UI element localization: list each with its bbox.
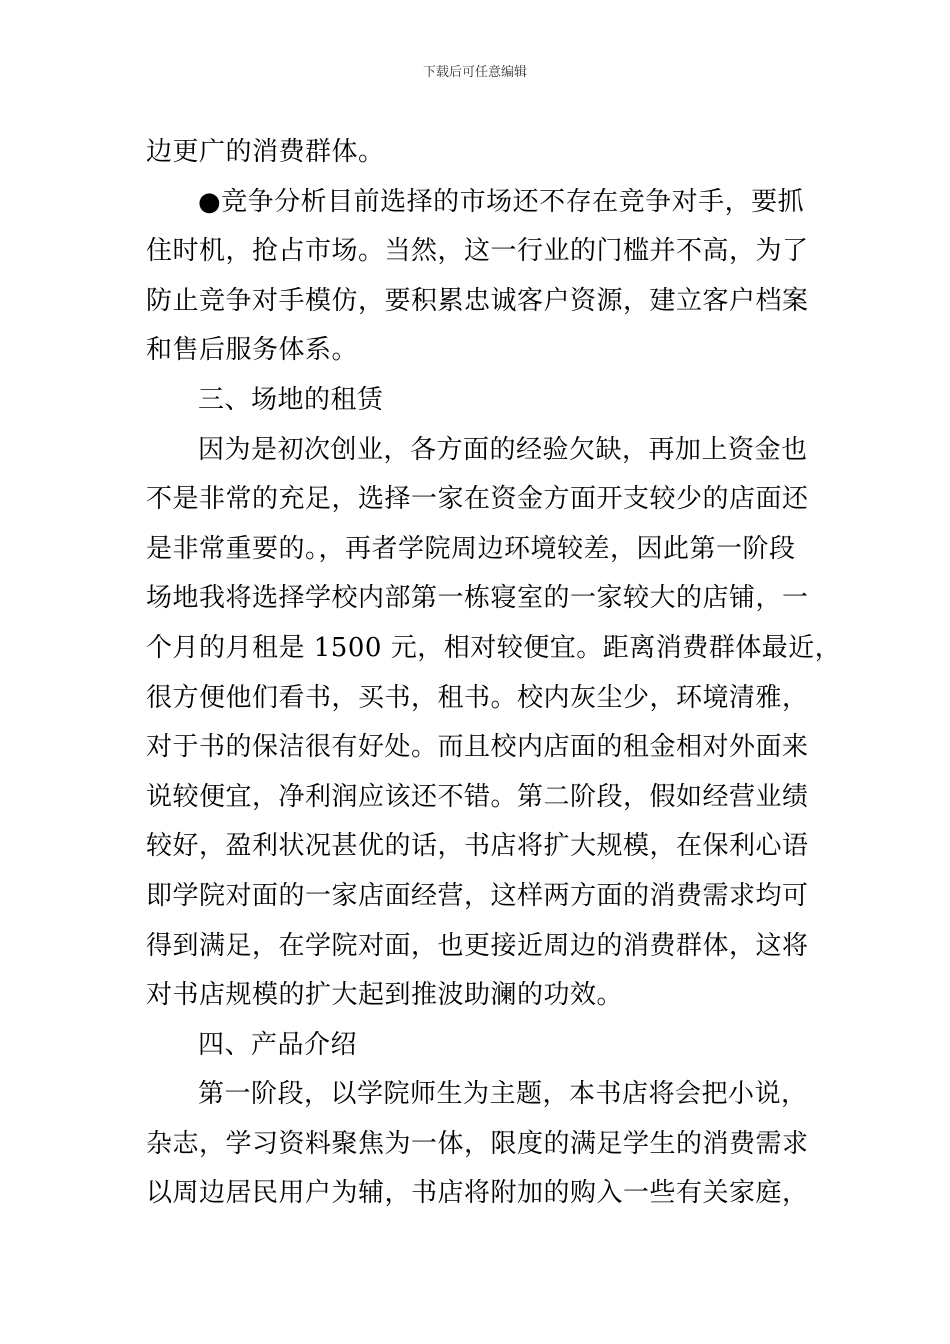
- text-line: 较好，盈利状况甚优的话，书店将扩大规模，在保利心语: [146, 831, 809, 862]
- section-heading: 四、产品介绍: [198, 1029, 358, 1060]
- text-line: 对于书的保洁很有好处。而且校内店面的租金相对外面来: [146, 732, 809, 763]
- text-line: 不是非常的充足，选择一家在资金方面开支较少的店面还: [146, 484, 809, 515]
- text-line: 杂志，学习资料聚焦为一体，限度的满足学生的消费需求: [146, 1128, 809, 1159]
- text-line: 住时机，抢占市场。当然，这一行业的门槛并不高，为了: [146, 236, 809, 267]
- text-line: 场地我将选择学校内部第一栋寝室的一家较大的店铺，一: [146, 583, 809, 614]
- body-text: [146, 128, 842, 1219]
- text-line: 得到满足，在学院对面，也更接近周边的消费群体，这将: [146, 930, 809, 961]
- text-line: 很方便他们看书，买书，租书。校内灰尘少，环境清雅，: [146, 682, 809, 713]
- text-line: 边更广的消费群体。: [146, 137, 385, 167]
- section-heading: 三、场地的租赁: [198, 384, 384, 415]
- text-line: 因为是初次创业，各方面的经验欠缺，再加上资金也: [198, 434, 808, 465]
- text-line: 第一阶段，以学院师生为主题，本书店将会把小说，: [198, 1079, 808, 1110]
- text-line: 即学院对面的一家店面经营，这样两方面的消费需求均可: [146, 880, 809, 911]
- text-line: 说较便宜，净利润应该还不错。第二阶段，假如经营业绩: [146, 781, 809, 812]
- text-line: 防止竞争对手模仿，要积累忠诚客户资源，建立客户档案: [146, 285, 809, 316]
- text-line: 是非常重要的。，再者学院周边环境较差，因此第一阶段: [146, 533, 796, 564]
- text-line: ●竞争分析目前选择的市场还不存在竞争对手，要抓: [198, 186, 805, 217]
- text-line: 个月的月租是 1500 元，相对较便宜。距离消费群体最近，: [146, 632, 842, 663]
- text-line: 以周边居民用户为辅，书店将附加的购入一些有关家庭，: [146, 1178, 809, 1209]
- text-line: 对书店规模的扩大起到推波助澜的功效。: [146, 980, 624, 1011]
- text-line: 和售后服务体系。: [146, 335, 359, 366]
- header-note: 下载后可任意编辑: [422, 65, 527, 80]
